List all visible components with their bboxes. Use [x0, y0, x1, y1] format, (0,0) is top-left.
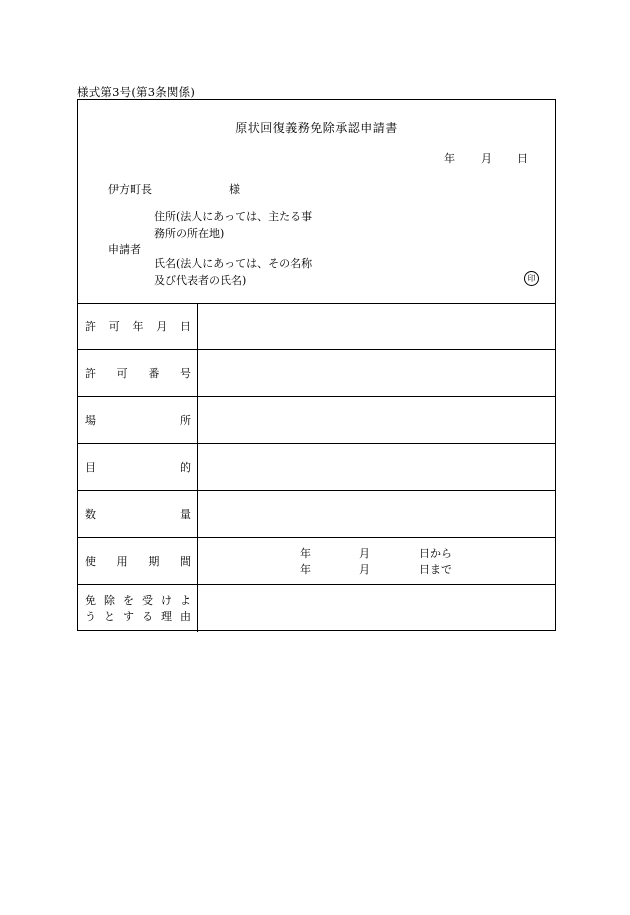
row-label-reason: [85, 593, 191, 625]
row-label-cell: [78, 303, 198, 349]
permit-number-field[interactable]: [198, 350, 555, 396]
row-label-cell: [78, 491, 198, 537]
label-char: 数: [85, 508, 96, 521]
reason-label-line: [85, 593, 191, 609]
table-row: [78, 491, 555, 538]
date-month-label: 月: [481, 152, 492, 165]
label-char: と: [104, 609, 115, 623]
label-char: 号: [179, 367, 191, 380]
form-title: 原状回復義務免除承認申請書: [235, 121, 398, 135]
addressee-suffix: 様: [229, 183, 240, 196]
name-label: [154, 255, 312, 289]
label-char: う: [85, 609, 96, 623]
label-char: 期: [148, 555, 160, 568]
label-char: 番: [148, 367, 160, 380]
label-char: よ: [180, 593, 191, 607]
label-char: 場: [85, 414, 96, 427]
period-end-year: 年: [300, 563, 311, 576]
application-form: [77, 99, 556, 631]
label-char: 許: [85, 320, 96, 333]
reason-label-line: [85, 609, 191, 625]
label-char: 免: [85, 593, 96, 607]
label-char: 理: [161, 609, 172, 623]
purpose-field[interactable]: [198, 444, 555, 490]
period-start-month: 月: [359, 547, 370, 560]
label-char: 由: [180, 609, 191, 623]
label-char: 日: [180, 320, 191, 333]
row-label-cell: [78, 585, 198, 632]
period-start-day: 日から: [419, 547, 452, 560]
table-row: [78, 585, 555, 632]
row-label-permit-number: [85, 365, 191, 381]
table-row: [78, 444, 555, 491]
date-day-label: 日: [517, 152, 528, 165]
name-label-line: 及び代表者の氏名): [154, 274, 247, 287]
row-label-cell: [78, 538, 198, 584]
date-year-label: 年: [444, 152, 455, 165]
label-char: 可: [116, 367, 128, 380]
label-char: 的: [180, 461, 191, 474]
row-label-usage-period: [85, 553, 191, 569]
table-row: [78, 303, 555, 350]
table-row: [78, 538, 555, 585]
label-char: 月: [156, 320, 168, 333]
address-label: [154, 208, 312, 242]
row-label-location: [85, 412, 191, 428]
label-char: を: [123, 593, 134, 607]
label-char: 使: [85, 555, 96, 568]
label-char: る: [142, 609, 153, 623]
name-label-line: 氏名(法人にあっては、その名称: [154, 257, 313, 270]
label-char: 可: [108, 320, 120, 333]
row-label-quantity: [85, 506, 191, 522]
row-label-cell: [78, 444, 198, 490]
label-char: 用: [116, 555, 128, 568]
table-row: [78, 397, 555, 444]
addressee-name: 伊方町長: [108, 183, 152, 196]
usage-period-field[interactable]: [198, 538, 555, 584]
period-end-month: 月: [359, 563, 370, 576]
label-char: 目: [85, 461, 96, 474]
row-label-cell: [78, 350, 198, 396]
applicant-label: 申請者: [108, 243, 141, 256]
row-label-purpose: [85, 459, 191, 475]
period-start-year: 年: [300, 547, 311, 560]
location-field[interactable]: [198, 397, 555, 443]
period-end-day: 日まで: [419, 563, 452, 576]
form-header: [78, 100, 555, 304]
label-char: 除: [104, 593, 115, 607]
label-char: け: [161, 593, 172, 607]
permit-date-field[interactable]: [198, 303, 555, 349]
label-char: 年: [132, 320, 144, 333]
label-char: す: [123, 609, 134, 623]
reason-field[interactable]: [198, 585, 555, 632]
address-label-line: 務所の所在地): [154, 227, 225, 240]
row-label-cell: [78, 397, 198, 443]
label-char: 受: [142, 593, 153, 607]
quantity-field[interactable]: [198, 491, 555, 537]
label-char: 所: [180, 414, 191, 427]
seal-icon: 印: [524, 271, 539, 286]
table-row: [78, 350, 555, 397]
address-label-line: 住所(法人にあっては、主たる事: [154, 210, 313, 223]
form-number: 様式第3号(第3条関係): [77, 85, 196, 99]
row-label-permit-date: [85, 318, 191, 334]
label-char: 間: [179, 555, 191, 568]
label-char: 許: [85, 367, 96, 380]
label-char: 量: [180, 508, 191, 521]
